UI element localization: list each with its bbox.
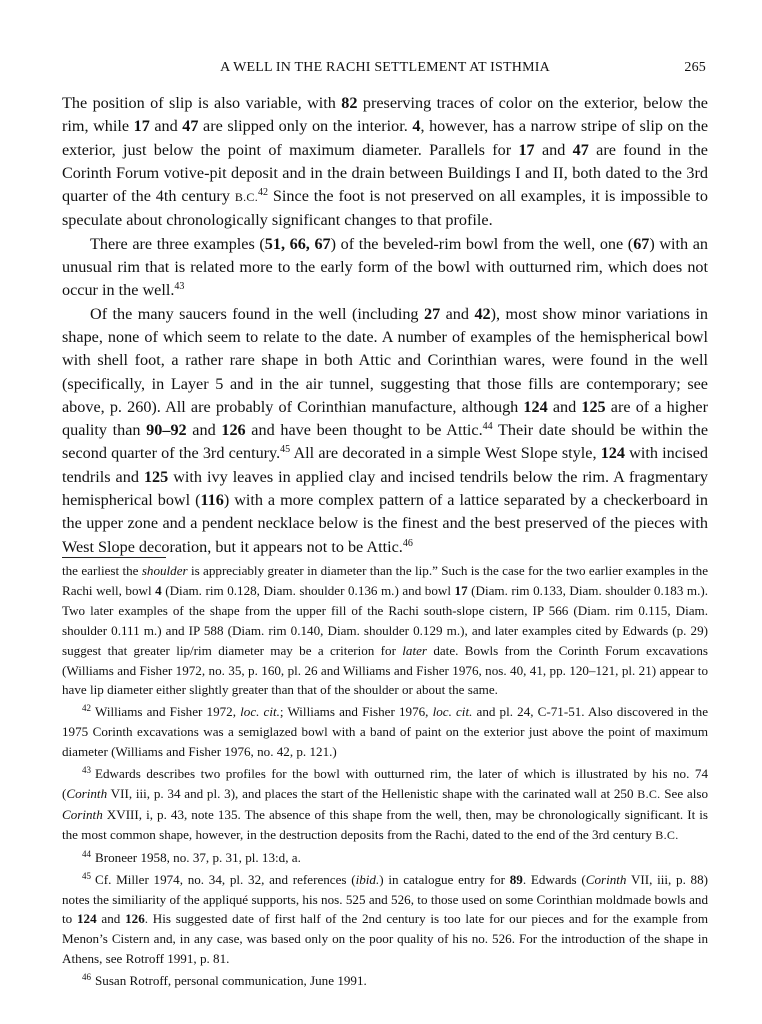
paragraph-slip: The position of slip is also variable, with 82 preserving traces of color on the exterior, below the rim, while 17 and 47 are slipped only on the interior. 4, however, has a narrow stripe of slip on the exterior, just below the point of maximum diameter. Parallels for 17 and 47 are found in the Corinth Forum votive-pit deposit and in the drain between Buildings I and II, both dated to the 3rd quarter of the 4th century B.C.$^{42}$ Since the foot is not preserved on all examples, it is impossible to speculate about chronologically significant changes to that profile. xyxy=(62,94,709,230)
paragraph-beveled-rim: There are three examples (51, 66, 67) of the beveled-rim bowl from the well, one (67) with an unusual rim that is related more to the early form of the bowl with outturned rim, which does not occur in the well.$^{43}$ xyxy=(62,234,709,300)
footnote-ref-45[interactable]: 45 xyxy=(280,444,291,456)
footnote-45: $^{45}$ Cf. Miller 1974, no. 34, pl. 32, and references (ibid.) in catalogue entry for 89. Edwards (Corinth VII, iii, p. 88) notes the similiarity of the appliqué supports, his nos. 525 and 526, to those used on some Corinthian moldmade bowls and to 124 and 126. His suggested date of first half of the 2nd century is too late for our pieces and for the example from Menon’s Cistern and, in any case, was based only on the poor quality of his no. 526. For the introduction of the shape in Athens, see Rotroff 1991, p. 81. xyxy=(62,870,709,967)
page-number: 265 xyxy=(684,60,706,75)
footnote-46: $^{46}$ Susan Rotroff, personal communication, June 1991. xyxy=(82,972,367,989)
main-text xyxy=(62,92,708,559)
footnote-ref-44[interactable]: 44 xyxy=(482,421,493,433)
running-header xyxy=(62,60,708,80)
footnote-ref-42[interactable]: 42 xyxy=(258,187,269,199)
paragraph-saucers: Of the many saucers found in the well (including 27 and 42), most show minor variations in shape, none of which seem to relate to the date. A number of examples of the hemispherical bowl with shell foot, a rather rare shape in both Attic and Corinthian wares, were found in the well (specifically, in Layer 5 and in the air tunnel, suggesting that those fills are contemporary; see above, p. 260). All are probably of Corinthian manufacture, although 124 and 125 are of a higher quality than 90–92 and 126 and have been thought to be Attic.$^{44}$ Their date should be within the second quarter of the 3rd century.$^{45}$ All are decorated in a simple West Slope style, 124 with incised tendrils and 125 with ivy leaves in applied clay and incised tendrils below the rim. A fragmentary hemispherical bowl (116) with a more complex pattern of a lattice separated by a checkerboard in the upper zone and a pendent necklace below is the finest and the best preserved of the pieces with West Slope decoration, but it appears not to be Attic.$^{46}$ xyxy=(62,304,709,556)
running-title: A WELL IN THE RACHI SETTLEMENT AT ISTHMIA xyxy=(220,60,550,75)
footnotes xyxy=(62,561,708,993)
footnote-ref-46[interactable]: 46 xyxy=(402,537,413,549)
footnote-continued: the earliest the shoulder is appreciably greater in diameter than the lip.” Such is the case for the two earlier examples in the Rachi well, bowl 4 (Diam. rim 0.128, Diam. shoulder 0.136 m.) and bowl 17 (Diam. rim 0.133, Diam. shoulder 0.183 m.). Two later examples of the shape from the upper fill of the Rachi south-slope cistern, IP 566 (Diam. rim 0.115, Diam. shoulder 0.111 m.) and IP 588 (Diam. rim 0.140, Diam. shoulder 0.129 m.), and later examples cited by Edwards (p. 29) suggest that greater lip/rim diameter may be a criterion for later date. Bowls from the Corinth Forum excavations (Williams and Fisher 1972, no. 35, p. 160, pl. 26 and Williams and Fisher 1976, nos. 40, 41, pp. 120–121, pl. 21) appear to have lip diameter either slightly greater than that of the shoulder or about the same. xyxy=(62,563,708,698)
footnote-separator xyxy=(62,557,166,558)
footnote-42: $^{42}$ Williams and Fisher 1972, loc. cit.; Williams and Fisher 1976, loc. cit. and pl. 24, C-71-51. Also discovered in the 1975 Corinth excavations was a semiglazed bowl with a band of paint on the exterior just above the point of maximum diameter (Williams and Fisher 1976, no. 42, p. 121.) xyxy=(62,703,709,760)
footnote-43: $^{43}$ Edwards describes two profiles for the bowl with outturned rim, the later of which is illustrated by his no. 74 (Corinth VII, iii, p. 34 and pl. 3), and places the start of the Hellenistic shape with the carinated wall at 250 B.C. See also Corinth XVIII, i, p. 43, note 135. The absence of this shape from the well, then, may be chronologically significant. It is the most common shape, however, in the destruction deposits from the Rachi, dated to the end of the 3rd century B.C. xyxy=(62,765,709,842)
footnote-44: $^{44}$ Broneer 1958, no. 37, p. 31, pl. 13:d, a. xyxy=(82,848,301,865)
footnote-ref-43[interactable]: 43 xyxy=(174,281,185,293)
